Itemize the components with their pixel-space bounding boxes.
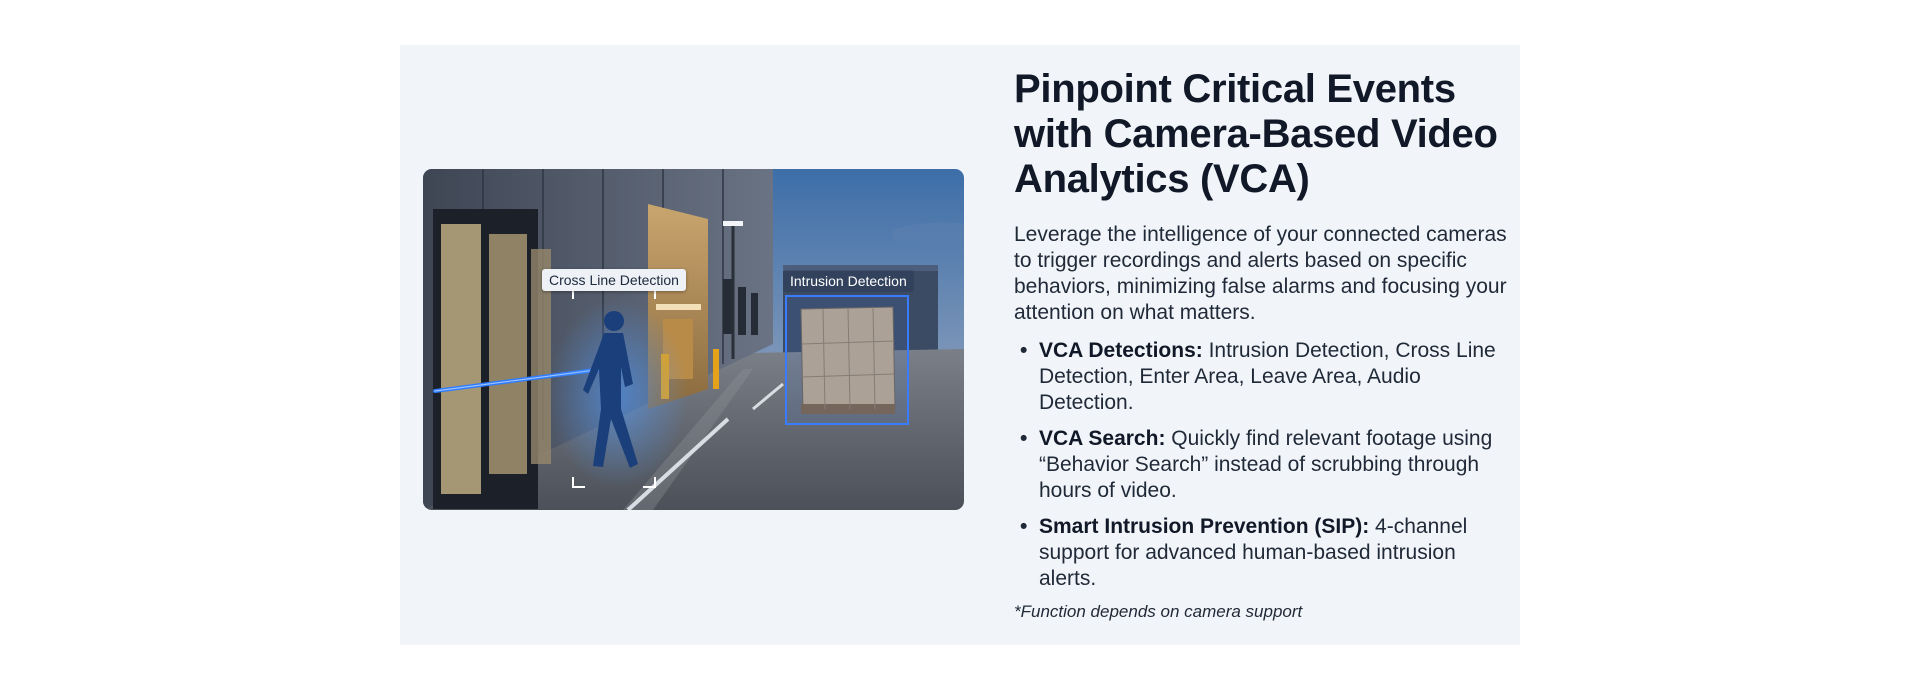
intro-paragraph: Leverage the intelligence of your connected cameras to trigger recordings and alerts based on specific behaviors, minimizing false alarms and focusing your attention on what matters. (1014, 223, 1507, 324)
cross-line-detection-label: Cross Line Detection (542, 269, 686, 291)
vca-scene-image (423, 169, 964, 510)
bullet-icon: • (1020, 427, 1028, 450)
intrusion-detection-label: Intrusion Detection (783, 270, 914, 292)
bullet-text: 4-channel support for advanced human-based intrusion alerts. (1039, 515, 1468, 590)
bullet-term: VCA Detections: (1039, 339, 1203, 362)
bullet-term: Smart Intrusion Prevention (SIP): (1039, 515, 1370, 538)
feature-content (1014, 67, 1514, 622)
bullet-text: Intrusion Detection, Cross Line Detection, Enter Area, Leave Area, Audio Detection. (1039, 339, 1496, 414)
feature-list (1014, 338, 1514, 592)
bullet-term: VCA Search: (1039, 427, 1166, 450)
list-item (1014, 338, 1514, 416)
list-item (1014, 426, 1514, 504)
page-title: Pinpoint Critical Events with Camera-Based Video Analytics (VCA) (1014, 67, 1498, 201)
bullet-icon: • (1020, 515, 1028, 538)
bullet-icon: • (1020, 339, 1028, 362)
footnote: *Function depends on camera support (1014, 602, 1303, 621)
list-item (1014, 514, 1514, 592)
feature-panel (400, 45, 1520, 645)
warehouse-scene-illustration (423, 169, 964, 510)
bullet-text: Quickly find relevant footage using “Behavior Search” instead of scrubbing through hours of video. (1039, 427, 1493, 502)
